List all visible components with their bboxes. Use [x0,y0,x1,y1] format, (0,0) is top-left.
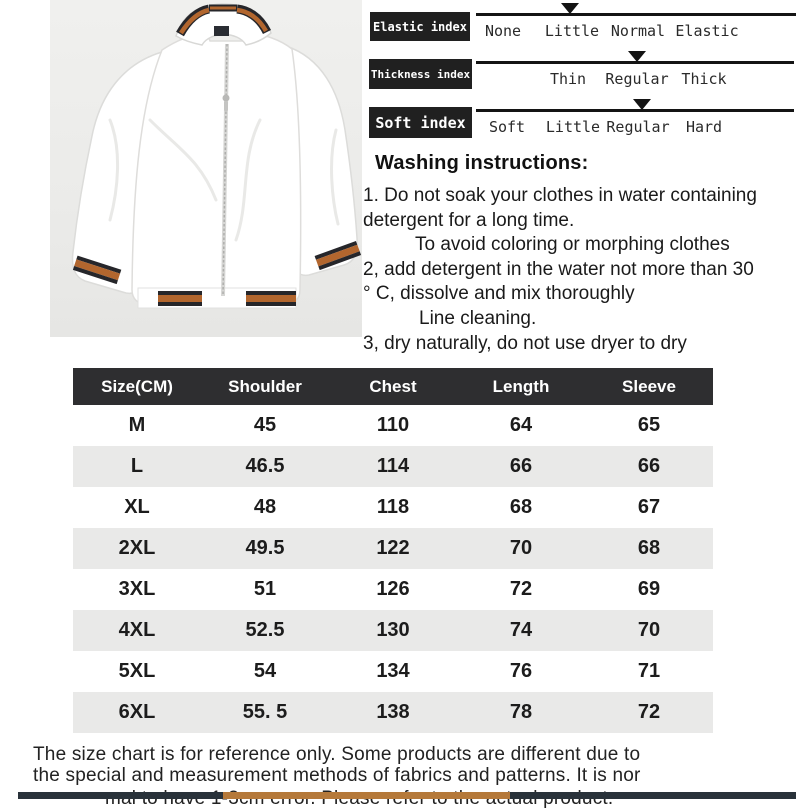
header-cell-sleeve: Sleeve [622,376,676,396]
jacket-illustration [50,0,362,337]
index-marker-triangle [628,51,646,62]
index-option: Thin [549,70,587,88]
washing-title: Washing instructions: [375,152,589,174]
index-option: Thick [681,70,727,88]
size-cell: 4XL [118,619,156,641]
value-cell: 64 [509,414,533,436]
product-photo [50,0,362,337]
value-cell: 45 [253,414,277,436]
value-cell: 72 [637,701,661,723]
value-cell: 114 [376,455,410,477]
washing-line: To avoid coloring or morphing clothes [415,234,730,256]
index-marker-triangle [633,99,651,110]
table-row [73,692,713,733]
index-label-box [369,59,472,89]
size-cell: 6XL [118,701,156,723]
washing-line: 3, dry naturally, do not use dryer to dry [363,332,687,354]
value-cell: 51 [253,578,277,600]
table-row [73,446,713,487]
header-cell-shoulder: Shoulder [228,376,302,396]
value-cell: 55. 5 [242,701,288,723]
washing-line: Line cleaning. [419,307,537,329]
value-cell: 69 [637,578,661,600]
value-cell: 110 [376,414,410,436]
bottom-bar-orange [223,792,510,799]
index-option: Soft [488,118,526,136]
value-cell: 65 [637,414,661,436]
table-row [73,610,713,651]
value-cell: 68 [509,496,533,518]
header-cell-length: Length [492,376,550,396]
collar-size-tag [214,26,229,36]
value-cell: 74 [509,619,533,641]
zipper-pull [223,95,230,102]
value-cell: 54 [253,660,277,682]
bottom-bar-dark-left [18,792,223,799]
index-scale-line [476,13,796,16]
index-label-box [370,12,470,41]
index-option: Little [544,22,600,40]
table-row [73,569,713,610]
index-label: Soft index [375,113,466,132]
index-option: Little [545,118,601,136]
value-cell: 118 [376,496,410,518]
value-cell: 138 [376,701,410,723]
value-cell: 52.5 [245,619,285,641]
size-cell: XL [124,496,150,518]
disclaimer-line: the special and measurement methods of fabrics and patterns. It is nor [33,764,641,786]
value-cell: 46.5 [245,455,285,477]
value-cell: 48 [253,496,277,518]
size-cell: 5XL [118,660,156,682]
index-label: Thickness index [370,67,471,81]
value-cell: 68 [637,537,661,559]
disclaimer-text [33,745,783,786]
index-option: Regular [606,118,670,136]
value-cell: 70 [509,537,533,559]
hem-stripe-left [158,291,202,306]
size-table [73,368,713,733]
hem-stripe-right [246,291,296,306]
value-cell: 76 [509,660,533,682]
value-cell: 67 [637,496,661,518]
value-cell: 78 [509,701,533,723]
index-option: Elastic [675,22,739,40]
value-cell: 70 [637,619,661,641]
value-cell: 66 [509,455,533,477]
index-label: Elastic index [373,19,467,34]
size-cell: L [130,455,144,477]
size-cell: M [128,414,146,436]
table-row [73,651,713,692]
index-option: None [484,22,522,40]
size-cell: 3XL [118,578,156,600]
disclaimer-line: The size chart is for reference only. Some products are different due to [33,744,641,765]
table-row [73,405,713,446]
washing-line: detergent for a long time. [363,209,575,231]
washing-line: 1. Do not soak your clothes in water containing [363,185,757,206]
washing-instructions [363,184,793,356]
table-row [73,487,713,528]
size-table-header [73,368,713,405]
size-cell: 2XL [118,537,156,559]
value-cell: 72 [509,578,533,600]
value-cell: 134 [376,660,410,682]
value-cell: 49.5 [245,537,285,559]
bottom-bar-dark-right [510,792,796,799]
value-cell: 126 [376,578,410,600]
index-marker-triangle [561,3,579,14]
washing-line: 2, add detergent in the water not more than 30 [363,258,754,280]
index-option: Regular [605,70,669,88]
index-option: Normal [610,22,666,40]
value-cell: 71 [637,660,661,682]
value-cell: 66 [637,455,661,477]
index-label-box [369,107,472,138]
header-cell-size: Size(CM) [101,376,173,396]
washing-line: ° C, dissolve and mix thoroughly [363,283,635,305]
table-row [73,528,713,569]
index-option: Hard [685,118,723,136]
value-cell: 130 [376,619,410,641]
header-cell-chest: Chest [369,376,417,396]
value-cell: 122 [376,537,410,559]
